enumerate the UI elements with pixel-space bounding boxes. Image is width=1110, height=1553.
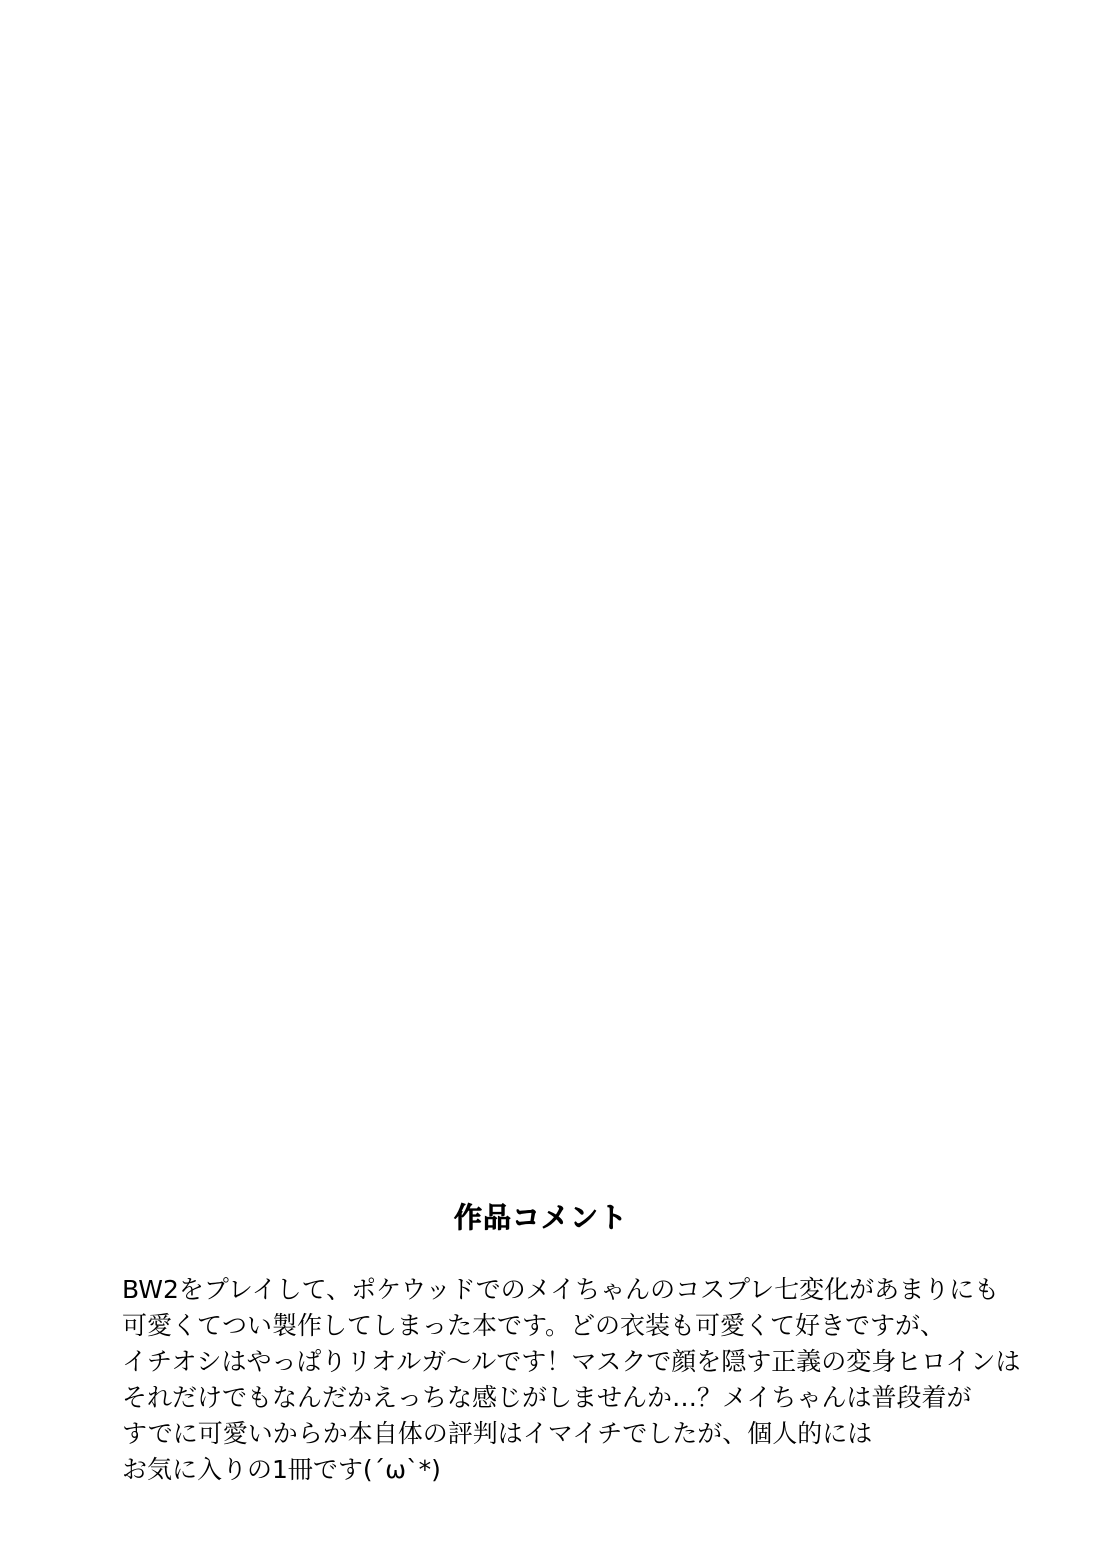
comment-line: お気に入りの1冊です(´ω`*) bbox=[122, 1455, 441, 1484]
comment-line: イチオシはやっぱりリオルガ～ルです！マスクで顔を隠す正義の変身ヒロインは bbox=[122, 1347, 1021, 1376]
comment-line: 可愛くてつい製作してしまった本です。どの衣装も可愛くて好きですが、 bbox=[122, 1311, 946, 1340]
comment-block bbox=[122, 1272, 1042, 1488]
comment-line: BW2をプレイして、ポケウッドでのメイちゃんのコスプレ七変化があまりにも bbox=[122, 1275, 1000, 1304]
comment-line: それだけでもなんだかえっちな感じがしませんか…？メイちゃんは普段着が bbox=[122, 1383, 972, 1412]
comment-line: すでに可愛いからか本自体の評判はイマイチでしたが、個人的には bbox=[122, 1419, 873, 1448]
section-title: 作品コメント bbox=[453, 1201, 628, 1234]
